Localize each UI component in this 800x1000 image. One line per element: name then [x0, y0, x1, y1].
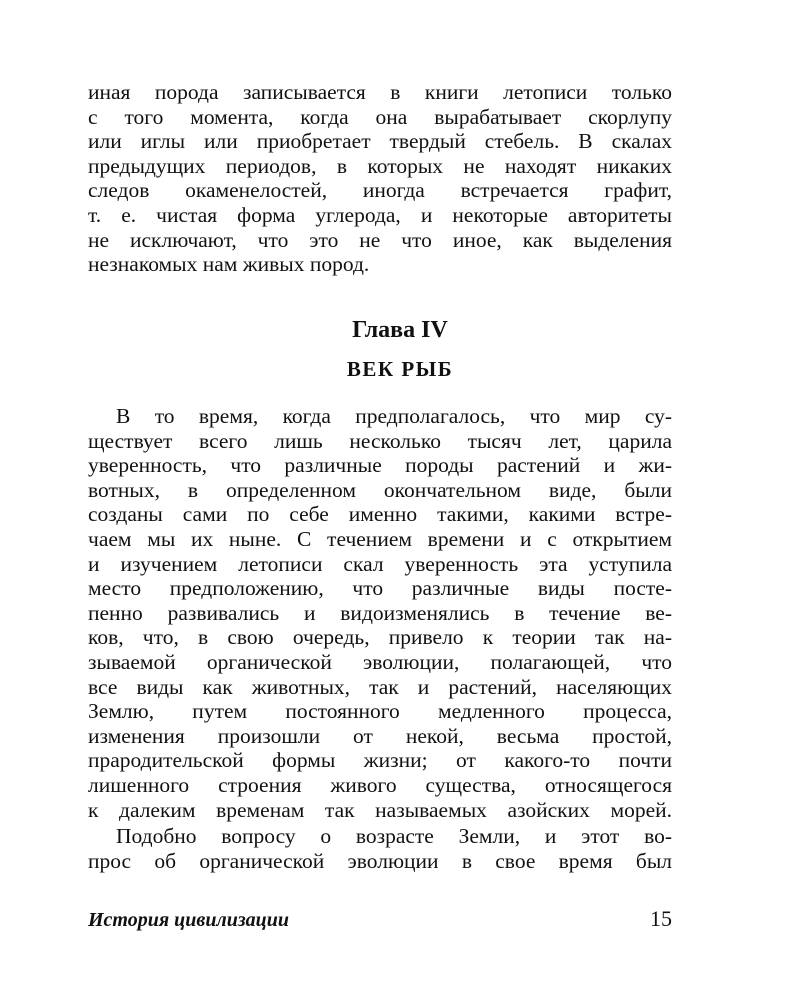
text-line: ществует всего лишь несколько тысяч лет, царила — [88, 428, 672, 453]
text-line: иная порода записывается в книги летописи только — [88, 80, 672, 104]
text-line: прос об органической эволюции в свое время был — [88, 848, 672, 873]
text-line: и изучением летописи скал уверенность эта уступила — [88, 551, 672, 576]
chapter-title: ВЕК РЫБ — [346, 357, 454, 381]
text-line: уверенность, что различные породы растений и жи- — [88, 453, 672, 478]
text-line: вотных, в определенном окончательном виде, были — [88, 477, 672, 502]
chapter-number: Глава IV — [352, 317, 448, 343]
text-line: к далеким временам так называемых азойских морей. — [88, 797, 672, 822]
text-line: все виды как животных, так и растений, населяющих — [88, 674, 672, 699]
text-line: прародительской формы жизни; от какого-то почти — [88, 748, 672, 773]
text-line: ков, что, в свою очередь, привело к теории так на- — [88, 625, 672, 650]
text-line: В то время, когда предполагалось, что мир су- — [116, 404, 672, 428]
text-line: незнакомых нам живых пород. — [88, 252, 370, 277]
page-number: 15 — [650, 906, 672, 931]
text-line: лишенного строения живого существа, относящегося — [88, 773, 672, 797]
text-line: Землю, путем постоянного медленного процесса, — [88, 699, 672, 724]
running-footer-title: История цивилизации — [88, 909, 290, 931]
text-line: предыдущих периодов, в которых не находят никаких — [88, 153, 672, 178]
text-line: чаем мы их ныне. С течением времени и с открытием — [88, 527, 672, 551]
text-line: или иглы или приобретает твердый стебель. В скалах — [88, 129, 672, 154]
text-line: зываемой органической эволюции, полагающей, что — [88, 650, 672, 674]
text-line: т. е. чистая форма углерода, и некоторые авторитеты — [88, 203, 672, 227]
text-line: следов окаменелостей, иногда встречается графит, — [88, 178, 672, 203]
text-line: пенно развивались и видоизменялись в течение ве- — [88, 600, 672, 625]
text-line: Подобно вопросу о возрасте Земли, и этот во- — [116, 824, 672, 848]
text-line: с того момента, когда она вырабатывает скорлупу — [88, 104, 672, 129]
text-line: место предположению, что различные виды посте- — [88, 576, 672, 601]
text-line: не исключают, что это не что иное, как выделения — [88, 227, 672, 252]
text-line: изменения произошли от некой, весьма простой, — [88, 723, 672, 748]
text-line: созданы сами по себе именно такими, какими встре- — [88, 502, 672, 527]
